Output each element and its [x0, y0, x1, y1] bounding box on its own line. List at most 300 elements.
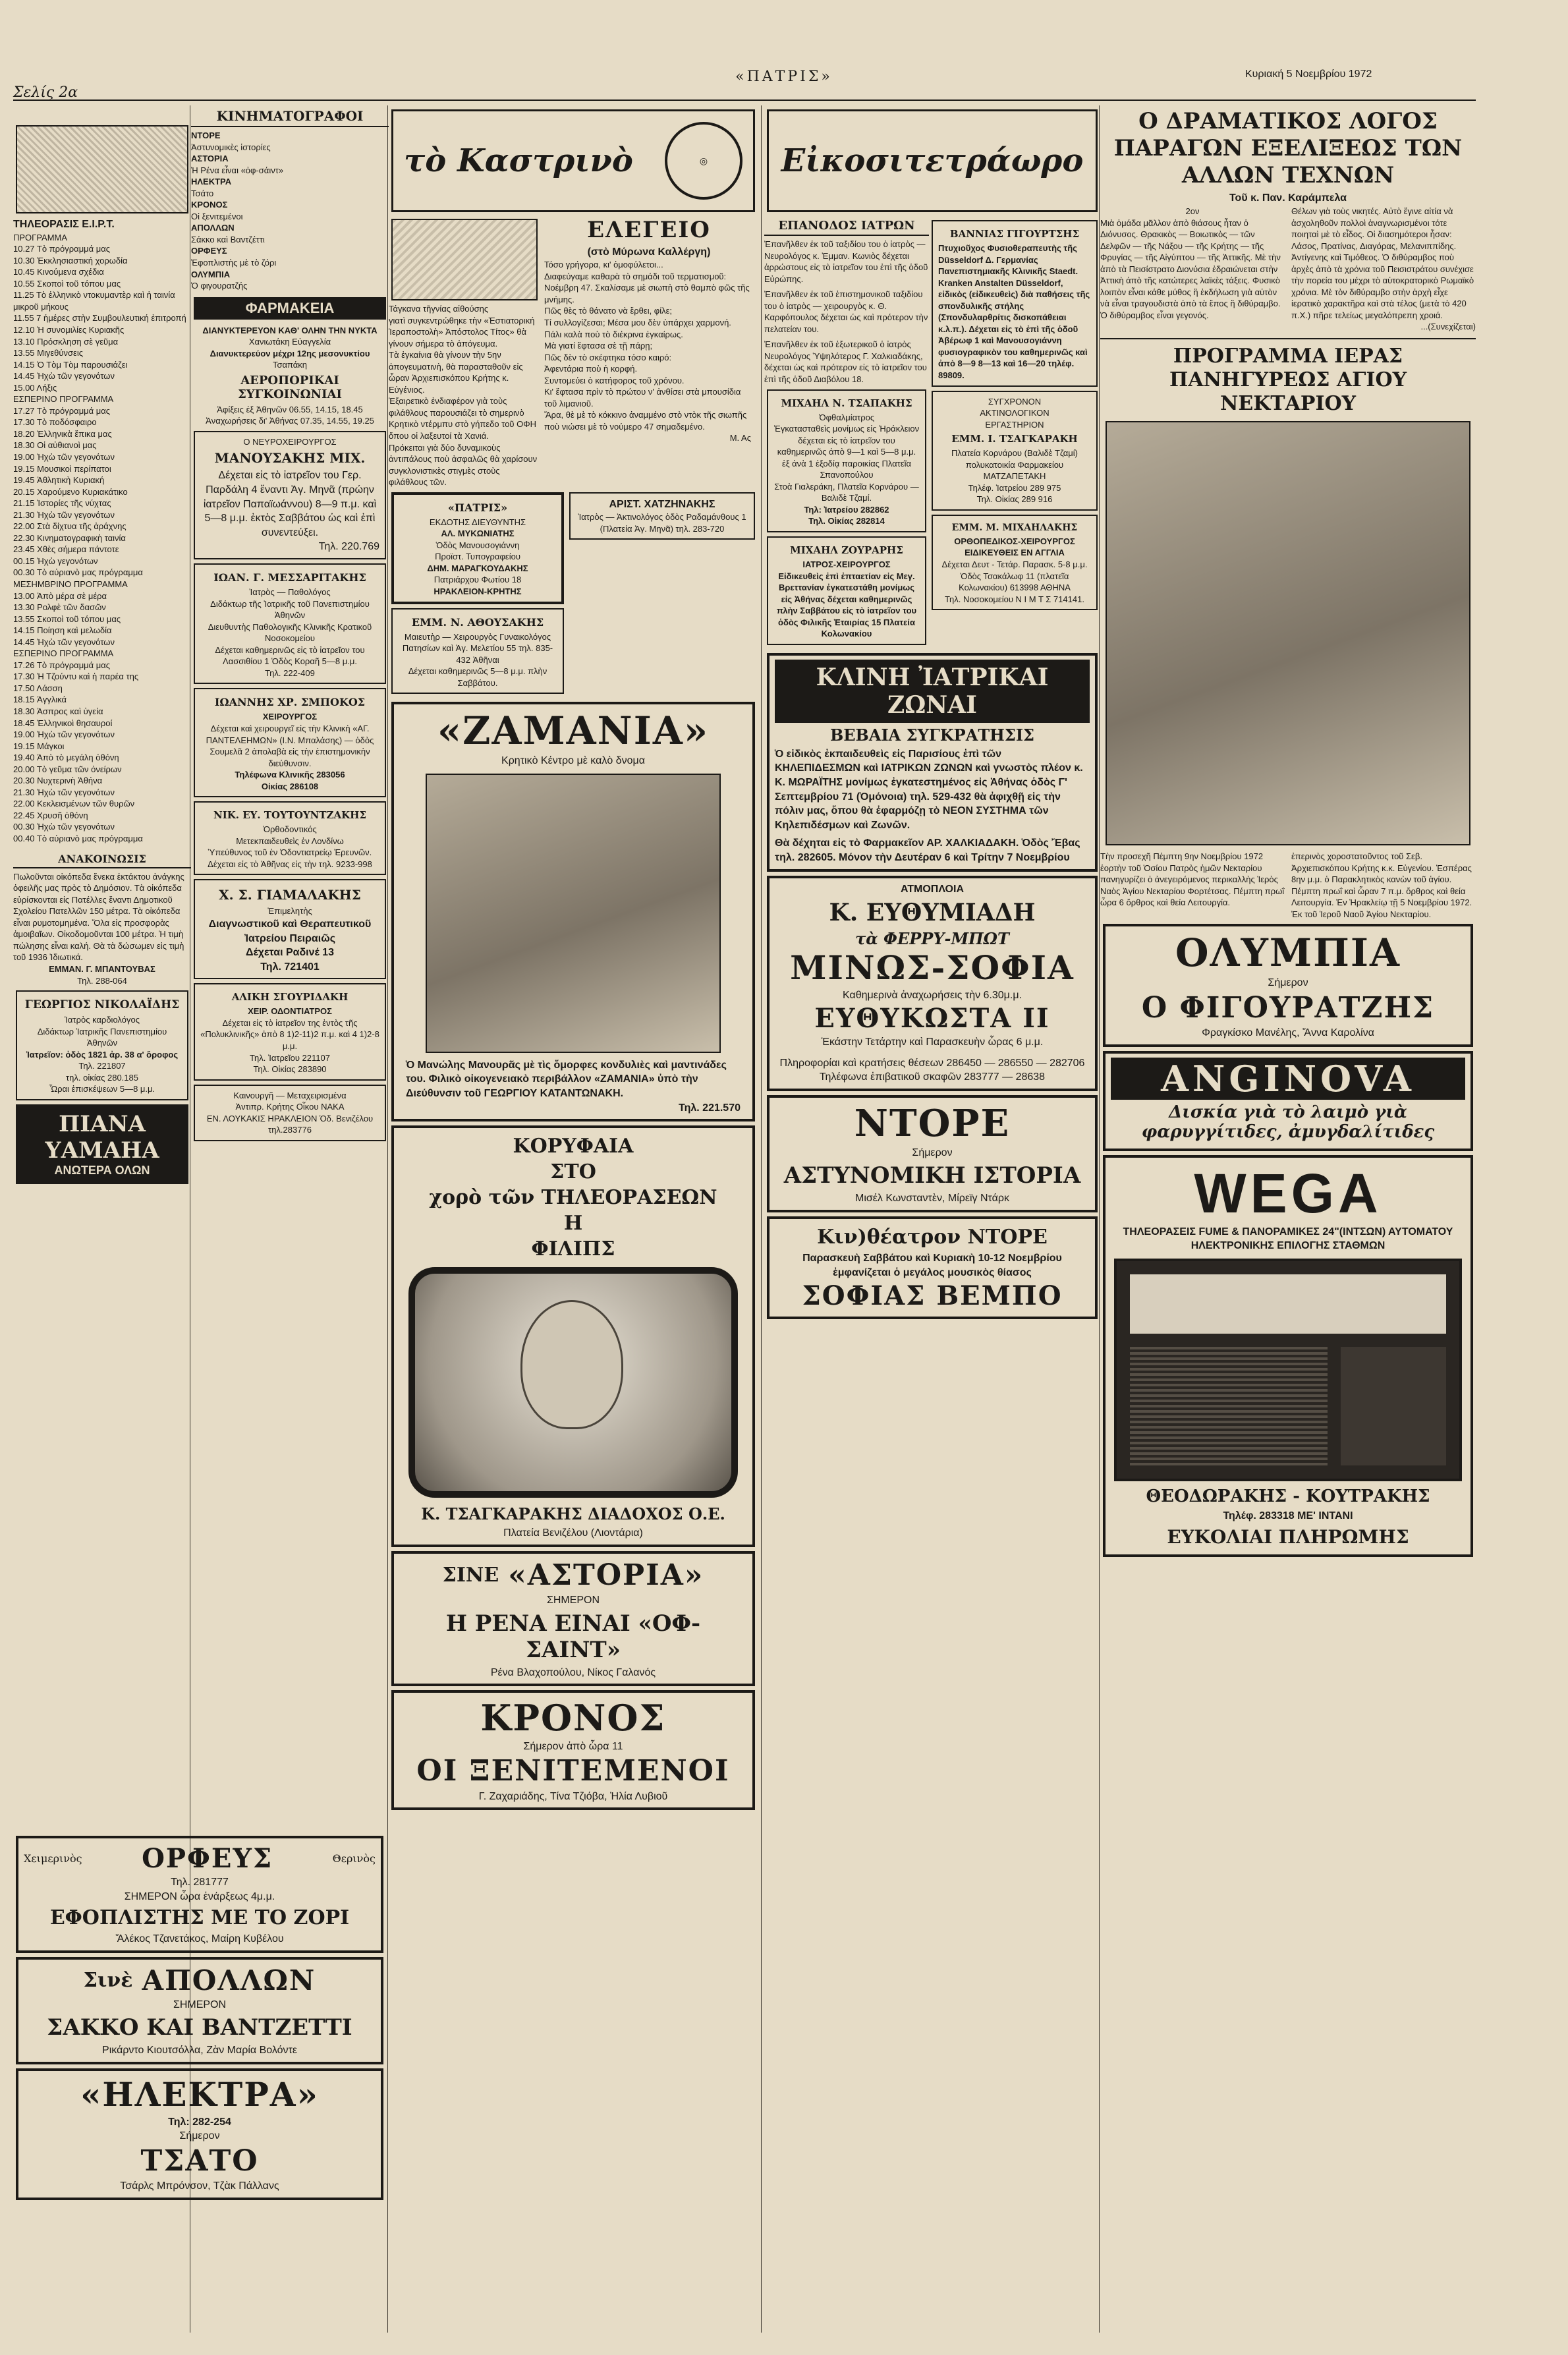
list-item: 10.45 Κινούμενα σχέδια [13, 267, 104, 277]
ad-line: Ἰατρὸς — Παθολόγος [249, 587, 331, 598]
ad-line: Μαιευτὴρ — Χειρουργὸς Γυναικολόγος Πατησίων καὶ Ἁγ. Μελετίου 55 τηλ. 835-432 Ἀθῆναι [402, 631, 553, 665]
ad-name: ΟΡΦΕΥΣ [142, 1843, 273, 1874]
paragraph: Τὰ ἐγκαίνια θὰ γίνουν τὴν 5ην ἀπογευματινὴ, θὰ παρασταθοῦν εἰς ὧραν Ἀρχιεπισκόπου Κρήτης κ. Εὐγένιος. [389, 350, 523, 395]
ad-cine: ΣΙΝΕ [442, 1564, 499, 1587]
list-item: 20.15 Χαρούμενο Κυριακάτικο [13, 486, 128, 497]
poem-line: Μὰ γιατί ἔφτασα σὲ τῇ πάρῃ; [544, 341, 653, 351]
ad-kronos [391, 1690, 755, 1810]
imprint-line: Ὁδὸς Μανουσογιάννη [435, 540, 520, 550]
list-item: 21.15 Ἱστορίες τῆς νύχτας [13, 498, 111, 509]
ad-tel: Τηλέφωνα ἐπιβατικοῦ σκαφῶν 283777 — 28638 [819, 1071, 1046, 1083]
ad-line: Μετεκπαιδευθεὶς ἐν Λονδίνω [236, 836, 344, 846]
television-illustration [408, 1267, 738, 1498]
tv-evening-list [13, 660, 191, 845]
list-item: Τσάτο [191, 188, 214, 198]
ad-cast: Ἄλέκος Τζανετάκος, Μαίρη Κυβέλου [115, 1933, 284, 1945]
ad-header [399, 1558, 747, 1593]
ad-title: Ἐπιμελητὴς [267, 906, 312, 917]
feature-banner [391, 109, 755, 212]
airlines-heading: ΑΕΡΟΠΟΡΙΚΑΙ ΣΥΓΚΟΙΝΩΝΙΑΙ [238, 373, 342, 401]
alpha-column [389, 216, 540, 488]
tv-heading: ΤΗΛΕΟΡΑΣΙΣ Ε.Ι.Ρ.Τ. [13, 219, 115, 230]
ad-line: Διδάκτωρ τῆς Ἰατρικῆς τοῦ Πανεπιστημίου Ἀθηνῶν [210, 598, 370, 621]
list-item: 19.45 Ἀθλητικὴ Κυριακή [13, 475, 105, 486]
church-photo [1106, 421, 1470, 845]
poem-line: Κι' ἔφτασα πρὶν τὸ πρώτου ν' ἀνθίσει στὰ μπουσίδια τοῦ λιμανιοῦ. [544, 387, 741, 409]
article-author: Τοῦ κ. Παν. Καράμπελα [1229, 192, 1347, 204]
ad-apollon [16, 1957, 383, 2064]
ad-name: ΑΛΙΚΗ ΣΓΟΥΡΙΔΑΚΗ [231, 991, 349, 1004]
banner-right: Εἰκοσιτετράωρο [781, 142, 1084, 179]
ad-athousakis [391, 608, 564, 695]
ad-dealer: Κ. ΤΣΑΓΚΑΡΑΚΗΣ ΔΙΑΔΟΧΟΣ Ο.Ε. [421, 1504, 725, 1524]
paragraph: Πρόκειται γιὰ δύο δυναμικοὺς ἀντιπάλους ποὺ ἀσφαλῶς θὰ χαρίσουν συγκλονιστικὲς στιγμὲς στοὺς φιλάθλους τῶν. [389, 442, 538, 488]
ad-line: ΚΟΡΥΦΑΙΑ [513, 1135, 634, 1158]
ad-departure: Ἑκάστην Τετάρτην καὶ Παρασκευὴν ὧρας 6 μ.μ. [821, 1036, 1044, 1048]
return-heading: ΕΠΑΝΟΔΟΣ ΙΑΤΡΩΝ [764, 219, 929, 236]
notice-text: Πωλοῦνται οἰκόπεδα ἕνεκα ἐκτάκτου ἀνάγκης ὀφειλῆς μας πρὸς τὸ Δημόσιον. Τὰ οἰκόπεδα εὑρίσκονται εἰς Πατέλλες ἔναντι Δημοτικοῦ Σχολείου Πατελλῶν 150 μέτρα. Τὰ οἰκόπεδα εἶναι ρυμοτομημένα. Ὅλα εἰς προσφορὰς ἀμοιβαῖων. Οἰκοδομοῦνται 100 μέτρα. Ἡ τιμὴ πώλησης εἶναι καλή. Θὰ τὰ δώσωμεν εἰς τιμὴ τοῦ 1936 Ἰδιωτικά. [13, 871, 184, 963]
elegy-column [540, 216, 758, 488]
tv-evening-label: ΕΣΠΕΡΙΝΟ ΠΡΟΓΡΑΜΜΑ [13, 648, 114, 659]
ad-ntore-cinema [767, 1095, 1098, 1212]
ad-today: ΣΗΜΕΡΟΝ [546, 1594, 600, 1606]
tv-afternoon-list [13, 405, 191, 579]
ad-manousakis [194, 431, 386, 559]
ad-title: ΕΙΔΙΚΕΥΘΕΙΣ ΕΝ ΑΓΓΛΙΑ [965, 548, 1065, 558]
pharmacies-heading: ΦΑΡΜΑΚΕΙΑ [194, 297, 386, 320]
ad-tel: Τηλέφ. 283318 ΜΕ' ΙΝΤΑΝΙ [1223, 1510, 1353, 1521]
list-item: Ἡ Ρένα εἶναι «ὀφ-σάιντ» [191, 165, 284, 175]
ad-line: Διαγνωστικοῦ καὶ Θεραπευτικοῦ Ἰατρείου Πειραιῶς [208, 918, 372, 944]
list-item: ΑΣΤΟΡΙΑ [191, 154, 229, 164]
list-item: 19.00 Ἠχὼ τῶν γεγονότων [13, 729, 115, 740]
ad-smpokos [194, 688, 386, 797]
list-item: ΟΡΦΕΥΣ [191, 246, 227, 256]
list-item: 15.00 Λήξις [13, 382, 57, 393]
ad-line: Τηλ. Νοσοκομείου Ν Ι Μ Τ Σ 714141. [945, 594, 1084, 604]
list-item: Τσαπάκη [272, 360, 308, 370]
ad-name: ΕΜΜ. Μ. ΜΙΧΑΗΛΑΚΗΣ [951, 522, 1078, 533]
ad-name: Κιν)θέατρον ΝΤΟΡΕ [817, 1226, 1048, 1249]
imprint-line: Πατριάρχου Φωτίου 18 [434, 575, 522, 585]
list-item: 10.55 Σκοποὶ τοῦ τόπου μας [13, 278, 121, 289]
patris-imprint [391, 492, 564, 604]
list-item: 17.30 Ἡ Τζούντυ καὶ ἡ παρέα της [13, 671, 139, 682]
ad-line: Δέχεται καθημερινῶς εἰς τὸ ἰατρεῖον του Λασσιθίου 1 Ὁδὸς Κοραῆ 5—8 μ.μ. [215, 644, 365, 667]
poem-line: Πάλι καλὰ ποὺ τὸ διέκρινα ἐγκαίρως. [544, 329, 683, 339]
paragraph: Ἐξαιρετικὸ ἐνδιαφέρον γιὰ τοὺς φιλάθλους παρουσιάζει τὸ σημερινὸ Κρητικὸ ντέρμπυ στὸ γήπεδο τοῦ ΟΦΗ ὅπου οἱ λαξευτοί τὰ Χανιά. [389, 396, 537, 441]
ad-giamalakis [194, 879, 386, 979]
ad-zamania [391, 702, 755, 1121]
tv-afternoon-label: ΕΣΠΕΡΙΝΟ ΠΡΟΓΡΑΜΜΑ [13, 394, 114, 405]
list-item: ΝΤΟΡΕ [191, 130, 221, 140]
ad-line: Ἀντιπρ. Κρήτης Οἶκου ΝΑΚΑ [235, 1102, 345, 1112]
elegy-author: Μ. Ας [729, 433, 751, 443]
ad-nikolaidis [16, 990, 188, 1100]
paragraph: Ἐπανῆλθεν ἐκ τοῦ ἐξωτερικοῦ ὁ ἰατρὸς Νευρολόγος Ὑψηλότερος Γ. Χαλκιαδάκης, δέχεται ὡς καὶ πρότερον εἰς τὸ ἰατρεῖον του ἐπὶ τῆς ὁδοῦ Διαβόλου 18. [764, 339, 927, 385]
poem-line: Διαφεύγαμε καθαρὰ τὸ σημάδι τοῦ τερματισμοῦ: [544, 271, 727, 281]
list-item: 18.20 Ἑλληνικὰ ἔπικα μας [13, 428, 112, 439]
ad-name: ΕΜΜ. Ν. ΑΘΟΥΣΑΚΗΣ [411, 615, 544, 629]
ad-name: ΜΙΧΑΗΛ ΖΟΥΡΑΡΗΣ [790, 544, 903, 557]
ad-text: Ὁ εἰδικὸς ἐκπαιδευθεὶς εἰς Παρισίους ἐπὶ τῶν ΚΗΛΕΠΙΔΕΣΜΩΝ καὶ ΙΑΤΡΙΚΩΝ ΖΩΝΩΝ καὶ γνωστὸς πλέον κ. Κ. ΜΩΡΑΪΤΗΣ μονίμως ἐγκατεστημένος εἰς Ἀθήνας ὁδὸς Γ' Σεπτεμβρίου 71 (Ὁμόνοια) τηλ. 529-432 θὰ ἀφιχθῇ εἰς τὴν πόλιν μας, ὅπου θὰ ἐφαρμόζῃ τὸ ΝΕΟΝ ΣΥΣΤΗΜΑ τῶν Κηλεπιδέσμων καὶ Ζωνῶν. [775, 748, 1083, 831]
ad-line: ΕΝ. ΛΟΥΚΑΚΙΣ ΗΡΑΚΛΕΙΟΝ Ὁδ. Βενιζέλου τηλ.283776 [206, 1113, 374, 1135]
ad-messaritakis [194, 563, 386, 684]
ad-line: Δέχεται Ραδινέ 13 [246, 947, 334, 959]
ad-wega [1103, 1155, 1473, 1557]
ad-line: Δέχεται καθημερινῶς 5—8 μ.μ. πλὴν Σαββάτου. [408, 666, 547, 688]
header-rule [13, 99, 1476, 101]
ad-today: Σήμερον [1268, 977, 1308, 989]
ad-name: ΕΜΜ. Ι. ΤΣΑΓΚΑΡΑΚΗ [951, 433, 1078, 445]
ad-line: Ἐγκατασταθεὶς μονίμως εἰς Ἡράκλειον δέχεται εἰς τὸ ἰατρεῖον του καθημερινῶς ἀπὸ 9—1 καὶ 5—8 μ.μ. ἐξ ἀνὰ 1 ἐξοδίᾳ παροικίας Πλατεῖα Σπανοπούλου [773, 424, 920, 480]
cinemas-heading: ΚΙΝΗΜΑΤΟΓΡΑΦΟΙ [191, 108, 389, 127]
ad-line: Τηλέφ. Ἰατρείου 289 975 [968, 482, 1061, 493]
ad-line: Η [563, 1212, 583, 1235]
ad-top: ΑΤΜΟΠΛΟΙΑ [900, 883, 964, 895]
list-item: 17.50 Λάσση [13, 683, 63, 693]
ad-toutountzakis [194, 801, 386, 875]
list-item: 12.10 Ἡ συνομιλίες Κυριακῆς [13, 324, 125, 335]
ad-text: Παρασκευὴ Σαββάτου καὶ Κυριακὴ 10-12 Νοεμβρίου ἐμφανίζεται ὁ μεγάλος μουσικὸς θίασος [802, 1253, 1062, 1278]
poem-line: Τί συλλογίζεσαι; Μέσα μου δὲν ὑπάρχει χαρμονή. [544, 318, 731, 328]
ad-film: Ο ΦΙΓΟΥΡΑΤΖΗΣ [1141, 990, 1435, 1025]
ad-ferry [767, 876, 1098, 1091]
list-item: 20.30 Νυχτερινὴ Ἀθήνα [13, 776, 103, 786]
imprint-name: «ΠΑΤΡΙΣ» [447, 501, 508, 514]
issue-date: Κυριακή 5 Νοεμβρίου 1972 [1245, 69, 1372, 80]
list-item: 13.55 Μιγεθύνσεις [13, 348, 83, 358]
ad-title: ΟΡΘΟΠΕΔΙΚΟΣ-ΧΕΙΡΟΥΡΓΟΣ [954, 536, 1075, 546]
ad-line: Τηλ: Ἰατρείου 282862 [804, 504, 889, 515]
poem-line: ποὺ νιώσει μὲ τὸ νούμερο 47 σημαδεμένο. [544, 421, 705, 432]
ad-ntore-theatre [767, 1216, 1098, 1319]
ad-shipping [194, 1085, 386, 1141]
ad-name: ΜΑΝΟΥΣΑΚΗΣ ΜΙΧ. [214, 450, 366, 467]
poem-line: Νοέμβρη 47. Σκαλίσαμε μὲ σιωπὴ στὸ θαμπὸ φῶς τῆς μνήμης. [544, 283, 750, 304]
ad-line: Τηλ. 222-409 [265, 667, 315, 678]
ad-phone: Τηλ: 282-254 [168, 2116, 231, 2128]
masthead [0, 0, 1568, 99]
list-item: 19.40 Ἀπὸ τὸ μεγάλη ὀθόνη [13, 752, 119, 763]
airlines-list [191, 404, 389, 427]
list-item: 13.55 Σκοποὶ τοῦ τόπου μας [13, 613, 121, 624]
ad-film: ΤΣΑΤΟ [140, 2143, 259, 2178]
ad-text: Δισκία γιὰ τὸ λαιμὸ γιὰ φαρυγγίτιδες, ἀμυγδαλίτιδες [1141, 1102, 1435, 1142]
ad-right-label: Θερινὸς [332, 1852, 376, 1865]
tv-program-label: ΠΡΟΓΡΑΜΜΑ [13, 232, 68, 242]
ad-cast: Γ. Ζαχαριάδης, Τίνα Τζιόβα, Ἠλία Λυβιοῦ [478, 1790, 668, 1802]
ad-line: Τηλ. Ἰατρεῖου 221107 [250, 1052, 330, 1063]
list-item: 13.30 Ρολφὲ τῶν δασῶν [13, 602, 106, 613]
ad-film: ΕΦΟΠΛΙΣΤΗΣ ΜΕ ΤΟ ΖΟΡΙ [49, 1906, 350, 1930]
ad-line: Δέχεται Δευτ - Τετάρ. Παρασκ. 5-8 μ.μ. Ὁδὸς Τσακάλωφ 11 (πλατεῖα Κολωνακίου) 613998 ΑΘΗΝΑ [941, 559, 1088, 593]
ad-ship1: ΜΙΝΩΣ-ΣΟΦΙΑ [790, 948, 1075, 988]
list-item: 10.30 Ἐκκλησιαστική χορωδία [13, 255, 128, 266]
return-text [764, 239, 929, 385]
ad-line: Τηλέφωνα Κλινικῆς 283056 [235, 770, 345, 780]
poem-line: Ἄρα, θὲ μὲ τὸ κόκκινο ἀναμμένο στὸ ντὸκ τῆς σιωπῆς [544, 410, 747, 420]
ad-address: Πλατεία Βενιζέλου (Λιοντάρια) [503, 1527, 643, 1539]
list-item: 22.00 Στὰ δίχτυα τῆς ἀράχνης [13, 521, 126, 532]
ad-name: ΟΛΥΜΠΙΑ [1175, 930, 1401, 976]
list-item: 00.30 Ἠχὼ τῶν γεγονότων [13, 822, 115, 832]
ad-gigourtsis [932, 220, 1098, 387]
paragraph: Μιὰ ὁμάδα μᾶλλον ἀπὸ θιάσους ἦταν ὁ Διόνυσος. Θρακικὸς — Βοιωτικὸς — τῶν Δελφῶν — τῆς Νάξου — τῆς Κρήτης — τῆς Φρυγίας — τῆς Αἰγύπτου — τῆς Ἀττικῆς. Μὲ τὴν ἀπὸ τὰ Πεισίστρατο Διονύσια ἐδραιώνεται στὴν Ἀττικὴ ἀπὸ τῆς κατώτερες λαϊκὲς τάξεις. Φυσικὸ λοιπὸν εἶναι κάθε μύθος ἢ ἐκδήλωση γιὰ αὐτὸν νὰ εἶναι τραγουδιστὰ ἀπὸ τὰ ἔπος ἢ διθύραμβο. Ὁ διθύραμβος εἶναι γεγονός. [1100, 217, 1281, 320]
list-item: 21.30 Ἠχὼ τῶν γεγονότων [13, 787, 115, 797]
tv-logo-image [16, 125, 188, 213]
ad-anginova [1103, 1051, 1473, 1151]
patris-box-col [389, 488, 567, 698]
ad-line: Διδάκτωρ Ἰατρικῆς Πανεπιστημίου Ἀθηνῶν [37, 1026, 167, 1048]
list-item: 22.30 Κινηματογραφικὴ ταινία [13, 532, 126, 543]
screen [1130, 1274, 1446, 1334]
ad-sgouridaki [194, 983, 386, 1080]
list-item: ΔΙΑΝΥΚΤΕΡΕΥΟΝ ΚΑΘ' ΟΛΗΝ ΤΗΝ ΝΥΚΤΑ [202, 325, 378, 335]
list-item: Ἐφοπλιστὴς μὲ τὸ ζόρι [191, 258, 277, 268]
elegy-subtitle: (στὸ Μύρωνα Καλλέργη) [587, 246, 711, 258]
notice-signature: ΕΜΜΑΝ. Γ. ΜΠΑΝΤΟΥΒΑΣ [49, 963, 155, 974]
ad-line: Δέχεται εἰς τὸ ἰατρεῖον του Γερ. Παρδάλη 4 ἔναντι Ἁγ. Μηνᾶ (πρώην ἰατρεῖον Παπαϊωάννου) 8—9 π.μ. καὶ 5—8 μ.μ. ἐκτὸς Σαββάτου ὡς καὶ ἐπὶ συνεντεύξει. [203, 470, 377, 538]
list-item: 13.10 Πρόσκληση σὲ γεῦμα [13, 336, 119, 347]
ad-title: ΠΙΑΝΑ ΥΑΜΑΗΑ [45, 1110, 159, 1164]
ad-title: ΧΕΙΡΟΥΡΓΟΣ [262, 712, 318, 722]
list-item: 18.45 Ἑλληνικοὶ θησαυροί [13, 718, 113, 728]
cinemas-list [191, 130, 389, 292]
list-item: Ἀφίξεις ἐξ Ἀθηνῶν 06.55, 14.15, 18.45 [217, 404, 363, 414]
ad-left-label: Χειμερινὸς [24, 1852, 82, 1865]
ad-text: ΤΗΛΕΟΡΑΣΕΙΣ FUME & ΠΑΝΟΡΑΜΙΚΕΣ 24"(ΙΝΤΣΩΝ) ΑΥΤΟΜΑΤΟΥ ΗΛΕΚΤΡΟΝΙΚΗΣ ΕΠΙΛΟΓΗΣ ΣΤΑΘΜΩΝ [1123, 1226, 1453, 1252]
tv-morning-list [13, 243, 191, 393]
doctors-row [764, 216, 1100, 649]
list-item: Διανυκτερεύον μέχρι 12ης μεσονυκτίου [210, 348, 370, 358]
ad-owner: Κ. ΕΥΘΥΜΙΑΔΗ [829, 899, 1036, 927]
ad-name: Χ. Σ. ΓΙΑΜΑΛΑΚΗΣ [219, 887, 361, 903]
column-2 [191, 105, 389, 1145]
ad-sub: ΒΕΒΑΙΑ ΣΥΓΚΡΑΤΗΣΙΣ [829, 725, 1035, 745]
list-item: ΚΡΟΝΟΣ [191, 200, 228, 210]
list-item: 23.45 Χθὲς σήμερα πάντοτε [13, 544, 119, 555]
list-item: 17.26 Τὸ πρόγραμμά μας [13, 660, 111, 670]
ad-ilektra [16, 2068, 383, 2199]
list-item: 18.15 Ἀγγλικά [13, 695, 67, 705]
ad-type: τὰ ΦΕΡΡΥ-ΜΠΩΤ [855, 929, 1009, 949]
ad-doctor-note [569, 492, 755, 540]
ad-place: Θὰ δέχηται εἰς τὸ Φαρμακεῖον ΑΡ. ΧΑΛΚΙΑΔΑΚΗ. Ὁδὸς Ἔβας τηλ. 282605. Μόνον τὴν Δευτέραν 6 καὶ Τρίτην 7 Νοεμβρίου [775, 837, 1080, 864]
ad-text: Ὁ Μανώλης Μανουρᾶς μὲ τὶς ὄμορφες κονδυλιὲς καὶ μαντινάδες του. Φιλικὸ οἰκογενειακὸ περιβάλλον «ΖΑΜΑΝΙΑ» ὑπὸ τὴν Διεύθυνσιν τοῦ ΓΕΩΡΓΙΟΥ ΚΑΤΑΝΤΩΝΑΚΗ. [406, 1059, 727, 1099]
ad-astoria [391, 1551, 755, 1686]
poem-line: Συντομεύει ὁ κατήφορος τοῦ χρόνου. [544, 375, 685, 385]
ad-film: ΟΙ ΞΕΝΙΤΕΜΕΝΟΙ [416, 1754, 730, 1788]
ad-michailakis [932, 515, 1098, 610]
ad-tsapakis [767, 389, 926, 532]
ad-subtitle: Κρητικὸ Κέντρο μὲ καλὸ δνομα [501, 755, 645, 767]
ad-philips [391, 1125, 755, 1547]
ad-line: ΣΥΓΧΡΟΝΟΝ [988, 396, 1042, 407]
list-item: Ἀναχωρήσεις δι' Ἀθήνας 07.35, 14.55, 19.25 [206, 416, 374, 426]
ad-line: Ὑπεύθυνος τοῦ ἐν Ὀδοντιατρείῳ Ἐρευνῶν. Δέχεται εἰς τὸ Ἀθῆνας εἰς τὴν τηλ. 9233-998 [208, 847, 372, 869]
paragraph: Τάγκανα τῆγνίας αἰθούσης [389, 304, 489, 314]
imprint-line: ΔΗΜ. ΜΑΡΑΓΚΟΥΔΑΚΗΣ [427, 563, 528, 573]
ad-orfeus [16, 1836, 383, 1953]
singer-photo [426, 774, 721, 1053]
ad-line: Τηλ. 721401 [260, 961, 320, 973]
paragraph: Θέλων γιὰ τοὺς νικητές. Αὐτὸ ἔγινε αἰτία νὰ ἀσχοληθοῦν πολλοὶ ἀναγνωρισμένοι τότε ποιηταὶ μὲ τὸ εἶδος. Οἱ διασημότεροι ἦσαν: Λάσος, Πρατίνας, Διαγόρας, Μελανιππίδης. Ἀντίγενης καὶ Τιμόθεος. Ὁ διθύραμβος ποὺ ἀρχὲς ἀπὸ τὰ χρόνια τοῦ Πεισιστράτου συνέχισε τὴν πορεία του μέχρι τὸ αὐτοκρατορικὸ Ρωμαϊκὸ χρόνια. Μὲ τὸν διθύραμβο στὴν ἀρχὴ εἶχε ἱερατικὸ χαρακτῆρα καὶ στὰ τέλος (μετὰ τὸ 420 π.Χ.) πῆρε τελείως μεγαλόπρεπη χροιά. [1291, 206, 1474, 320]
ad-today: Σήμερον [179, 2130, 220, 2142]
ad-line: τηλ. οἰκίας 280.185 [66, 1072, 138, 1083]
doctors-left [764, 216, 929, 649]
ad-line: Ἰατρὸς — Ἀκτινολόγος ὁδὸς Ραδαμάνθους 1 (Πλατεία Ἁγ. Μηνᾶ) τηλ. 283-720 [578, 512, 746, 534]
ad-line: Διευθυντὴς Παθολογικῆς Κλινικῆς Κρατικοῦ Νοσοκομείου [208, 621, 372, 644]
ad-xray [932, 391, 1098, 511]
poem-line: Πῶς δὲν τὸ σκέφτηκα τόσο καιρό: [544, 352, 672, 362]
column-1 [13, 105, 191, 1188]
ad-name: ANGINOVA [1111, 1058, 1465, 1100]
speaker-grille [1130, 1347, 1328, 1465]
feature-banner-right [767, 109, 1098, 212]
ad-line: ΕΡΓΑΣΤΗΡΙΟΝ [985, 419, 1044, 430]
ad-name: ΑΠΟΛΛΩΝ [142, 1964, 316, 1997]
list-item: 11.55 7 ἡμέρες στὴν Συμβουλευτική ἐπιτροπή [13, 313, 186, 324]
banner-left: τὸ Καστρινὸ [404, 142, 633, 179]
ad-line: Τηλ. Οἰκίας 289 916 [976, 494, 1053, 505]
ad-line: Καινουργῆ — Μεταχειρισμένα [233, 1090, 347, 1100]
ad-cast: Φραγκίσκο Μανέλης, Ἄννα Καρολίνα [1202, 1027, 1374, 1038]
list-item: ΟΛΥΜΠΙΑ [191, 269, 231, 279]
ad-title: Ὀφθαλμίατρος [818, 412, 875, 422]
ad-cine: Σινὲ [83, 1969, 133, 1993]
ad-name: ΜΙΧΑΗΛ Ν. ΤΣΑΠΑΚΗΣ [781, 397, 912, 409]
list-item: 17.27 Τὸ πρόγραμμά μας [13, 405, 111, 416]
article-col-2 [1291, 206, 1476, 333]
info-row [389, 488, 758, 698]
ad-info: Πληροφορίαι καὶ κρατήσεις θέσεων 286450 — 286550 — 282706 [779, 1057, 1085, 1069]
ad-time: Σήμερον ἀπὸ ὧρα 11 [523, 1740, 623, 1752]
article-col-1 [1100, 206, 1285, 333]
imprint-line: ΑΛ. ΜΥΚΩΝΙΑΤΗΣ [441, 528, 515, 539]
tv-midday-label: ΜΕΣΗΜΒΡΙΝΟ ΠΡΟΓΡΑΜΜΑ [13, 579, 128, 589]
list-item: 14.45 Ἠχὼ τῶν γεγονότων [13, 637, 115, 647]
list-item: 19.00 Ἠχὼ τῶν γεγονότων [13, 451, 115, 462]
list-item: 14.15 Ποίηση καὶ μελωδία [13, 625, 112, 636]
article-title: Ο ΔΡΑΜΑΤΙΚΟΣ ΛΟΓΟΣ ΠΑΡΑΓΩΝ ΕΞΕΛΙΞΕΩΣ ΤΩΝ ΑΛΛΩΝ ΤΕΧΝΩΝ [1113, 108, 1463, 188]
list-item: 10.27 Τὸ πρόγραμμά μας [13, 244, 111, 254]
ad-dealer: ΘΕΟΔΩΡΑΚΗΣ - ΚΟΥΤΡΑΚΗΣ [1146, 1486, 1430, 1506]
ad-departure: Καθημερινὰ ἀναχωρήσεις τὴν 6.30μ.μ. [842, 989, 1022, 1001]
list-item: 22.00 Κεκλεισμένων τῶν θυρῶν [13, 799, 135, 809]
ad-subtitle: ΑΝΩΤΕΡΑ ΟΛΩΝ [54, 1163, 150, 1177]
list-item: 13.00 Ἀπὸ μέρα σὲ μέρα [13, 590, 107, 601]
signature-illustration [391, 219, 538, 300]
ad-phone: Τηλ. 281777 [171, 1877, 229, 1888]
paragraph: γιατὶ συγκεντρώθηκε τὴν «Ἑστιατορική Ἱεραποστολὴ» Ἀπόστολος Τίτος» θὰ γίνουν σήμερα τὸ ἀπόγευμα. [389, 315, 535, 349]
ad-zouraris [767, 536, 926, 645]
cinema-ads-left [13, 1832, 386, 2204]
poem-line: Ἀφεντάρια ποὺ ἡ κορφή. [544, 364, 638, 374]
list-item: 19.15 Μάγκοι [13, 741, 65, 751]
festival-body [1100, 851, 1476, 920]
poem-line: Πῶς θὲς τὸ θάνατο νὰ ἔρθει, φίλε; [544, 306, 673, 316]
list-item: ΑΠΟΛΛΩΝ [191, 223, 235, 233]
zamania-teaser-col [567, 488, 758, 698]
ad-line: ΣΤΟ [550, 1160, 596, 1184]
doctors-right [929, 216, 1100, 649]
list-item: 14.45 Ἠχὼ τῶν γεγονότων [13, 371, 115, 382]
ad-film: ΣΑΚΚΟ ΚΑΙ ΒΑΝΤΖΕΤΤΙ [47, 2014, 352, 2041]
ad-line: ΦΙΛΙΠΣ [531, 1237, 615, 1261]
ad-line: Ἰατρὸς καρδιολόγος [65, 1015, 140, 1025]
ad-line: Τηλ. Οἰκίας 283890 [253, 1064, 327, 1075]
poem-line: Τόσο γρήγορα, κι' ὁμοφύλετοι... [544, 260, 663, 270]
ad-line: ΑΡΙΣΤ. ΧΑΤΖΗΝΑΚΗΣ [609, 498, 715, 510]
ad-name: «ΖΑΜΑΝΙΑ» [437, 708, 710, 754]
television-set-illustration [1114, 1259, 1462, 1481]
feature-row [389, 216, 758, 488]
list-item: 19.15 Μουσικοὶ περίπατοι [13, 463, 111, 474]
list-item: Ἀστυνομικὲς ἱστορίες [191, 142, 271, 152]
ad-film: ΑΣΤΥΝΟΜΙΚΗ ΙΣΤΟΡΙΑ [783, 1162, 1081, 1189]
imprint-line: ΕΚΔΟΤΗΣ ΔΙΕΥΘΥΝΤΗΣ [429, 517, 526, 527]
list-item: 17.30 Τὸ ποδόσφαιρο [13, 417, 97, 428]
list-item: 18.30 Οἱ αὐθιανοὶ μας [13, 440, 97, 451]
ad-line: Ἰατρεῖον: ὁδὸς 1821 ἀρ. 38 α' ὄροφος [26, 1049, 179, 1060]
list-item: Χανιωτάκη Εὐαγγελία [248, 337, 331, 347]
ad-name: ΙΩΑΝΝΗΣ ΧΡ. ΣΜΠΟΚΟΣ [214, 696, 366, 709]
list-item: 00.30 Τὸ αὐριανὸ μας πρόγραμμα [13, 567, 143, 578]
page-label: Σελίς 2α [13, 84, 78, 101]
list-item: 14.15 Ὁ Τὸμ Τὸμ παρουσιάζει [13, 359, 128, 370]
ad-olympia [1103, 924, 1473, 1046]
tv-midday-list [13, 590, 191, 648]
list-item: Οἱ ξενιτεμένοι [191, 211, 243, 221]
ad-title: ΙΑΤΡΟΣ-ΧΕΙΡΟΥΡΓΟΣ [802, 559, 891, 570]
ad-phone: Τηλ. 221.570 [679, 1102, 741, 1114]
list-item: 22.45 Χρυσῆ ὀθόνη [13, 810, 88, 820]
ad-line: Πλατεία Κορνάρου (Βαλιδὲ Τζαμί) πολυκατοικία Φαρμακείου ΜΑΤΖΑΠΕΤΑΚΗ [951, 448, 1078, 482]
ad-cast: Τσάρλς Μπρόνσον, Τζὰκ Πάλλανς [120, 2180, 279, 2192]
ad-name: ΒΑΝΝΙΑΣ ΓΙΓΟΥΡΤΣΗΣ [949, 228, 1080, 240]
ad-name: ΝΙΚ. ΕΥ. ΤΟΥΤΟΥΝΤΖΑΚΗΣ [213, 809, 366, 822]
ad-name: ΚΛΙΝΗ ἸΑΤΡΙΚΑΙ ΖΩΝΑΙ [775, 660, 1090, 723]
elegy-title: ΕΛΕΓΕΙΟ [587, 217, 711, 243]
ad-line: Δέχεται εἰς τὸ ἰατρεῖον της ἐντὸς τῆς «Πολυκλινικῆς» ἀπὸ 8 1)2-11)2 π.μ. καὶ 4 1)2-8 μ.μ. [200, 1017, 379, 1051]
ad-line: χορὸ τῶν ΤΗΛΕΟΡΑΣΕΩΝ [429, 1186, 717, 1210]
ad-line: Τηλ. 221807 [78, 1061, 126, 1071]
ad-piano [16, 1104, 188, 1184]
list-item: 20.00 Τὸ γεῦμα τῶν ὀνείρων [13, 764, 122, 774]
ad-line: Δέχεται καὶ χειρουργεῖ εἰς τὴν Κλινικὴ «ΑΓ. ΠΑΝΤΕΛΕΗΜΩΝ» (Ι.Ν. Μπαλάσης) — ὁδὸς Σουμελᾶ 2 ἀπολαβὰ εἰς τὴν ἐπιστημονικὴν διεύθυνσιν. [206, 723, 374, 768]
article-part: 2ον [1185, 206, 1200, 216]
list-item: 18.30 Ἀσπρος καὶ ὑγεία [13, 706, 103, 717]
ad-ship2: ΕΥΘΥΚΩΣΤΑ ΙΙ [814, 1003, 1050, 1035]
article-body [1100, 206, 1476, 333]
ad-troupe: ΣΟΦΙΑΣ ΒΕΜΠΟ [802, 1280, 1063, 1312]
list-item: Σάκκο καὶ Βαντζέττι [191, 234, 265, 244]
ad-cast: Ρένα Βλαχοπούλου, Νίκος Γαλανός [490, 1666, 656, 1678]
ad-name: ΓΕΩΡΓΙΟΣ ΝΙΚΟΛΑΪΔΗΣ [24, 998, 180, 1012]
paragraph: Ἐπανῆλθεν ἐκ τοῦ ἐπιστημονικοῦ ταξιδίου του ὁ ἰατρὸς — χειρουργὸς κ. Θ. Καρφόπουλος δέχεται ὡς καὶ πρότερον τὴν πελατείαν του. [764, 289, 928, 334]
ad-today: Σήμερον [912, 1147, 953, 1158]
ad-text: Πτυχιοῦχος Φυσιοθεραπευτὴς τῆς Düsseldorf Δ. Γερμανίας Πανεπιστημιακῆς Κλινικῆς Staedt. Kranken Anstalten Düsseldorf, εἰδικὸς (εἰδικευθεὶς) διὰ παθήσεις τῆς σπονδυλικῆς στήλης (Σπονδυλαρθρίτις δισκοπάθειαι κ.λ.π.). Δέχεται εἰς τὸ ἐπὶ τῆς ὁδοῦ Ἀβέρωφ 1 καὶ Μανουσογιάννη φυσιογραφικὸν του καθημερινῶς καὶ ἀπὸ 8—9 8—13 καὶ 16—20 τηλέφ. 89809. [938, 243, 1090, 381]
article-continued: ...(Συνεχίζεται) [1420, 322, 1476, 332]
elegy-poem [540, 259, 758, 432]
pharmacies-list [191, 325, 389, 371]
ad-line: Ὀρθοδοντικός [263, 824, 317, 835]
ad-title: ΧΕΙΡ. ΟΔΟΝΤΙΑΤΡΟΣ [248, 1006, 332, 1017]
ad-cast: Μισέλ Κωνσταντὲν, Μίρεϊγ Ντάρκ [855, 1193, 1009, 1205]
ad-line: ΑΚΤΙΝΟΛΟΓΙΚΟΝ [980, 408, 1050, 418]
coin-emblem-icon: ◎ [665, 122, 742, 200]
